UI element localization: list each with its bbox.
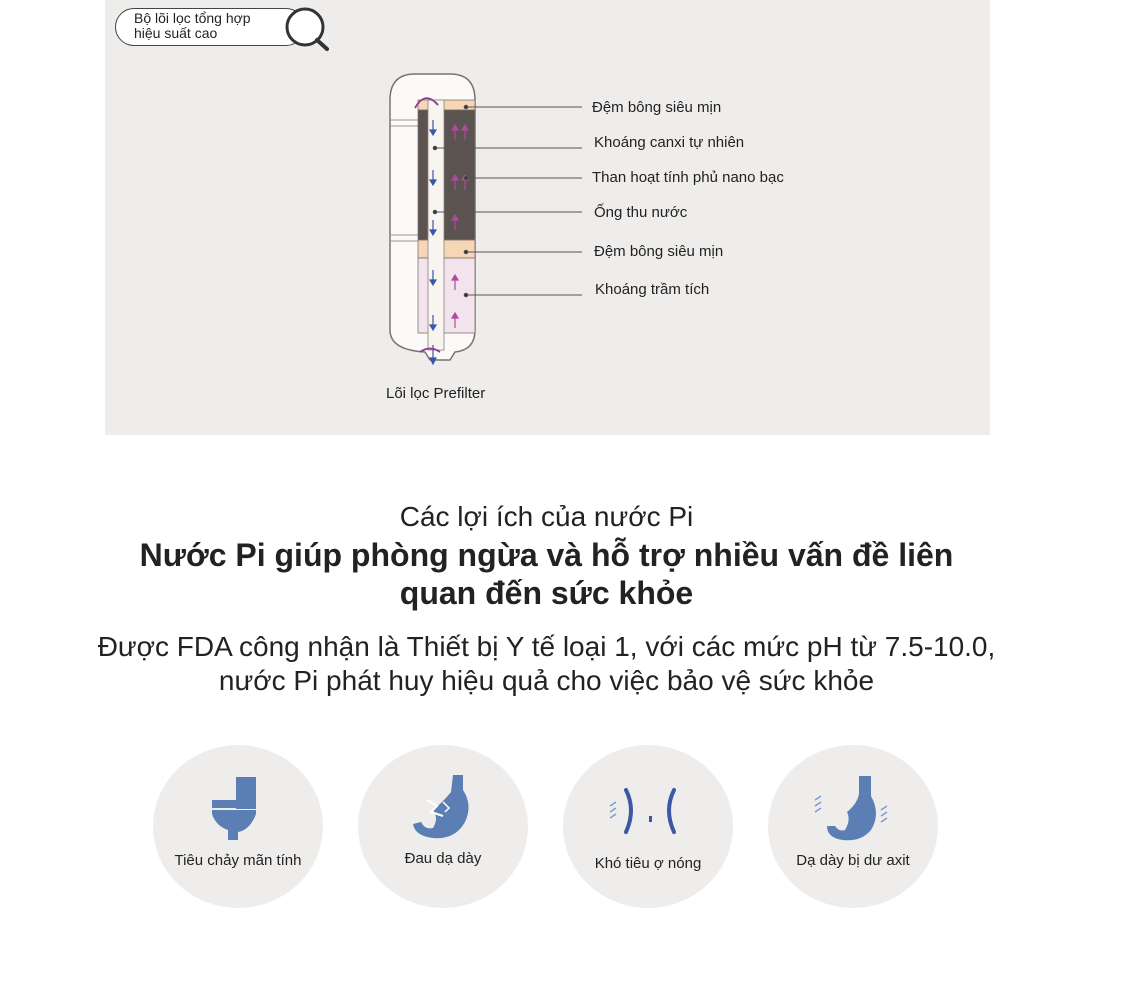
layer-label-foam-top: Đệm bông siêu mịn (592, 99, 722, 116)
benefit-label: Khó tiêu ợ nóng (594, 855, 702, 872)
stomach-pain-icon (403, 770, 483, 845)
section-description: Được FDA công nhận là Thiết bị Y tế loại 1, với các mức pH từ 7.5-10.0, nước Pi phát huy hiệu quả cho việc bảo vệ sức khỏe (97, 631, 996, 696)
indigestion-icon (608, 770, 688, 845)
benefit-card-diarrhea (153, 745, 323, 908)
benefit-label: Tiêu chảy mãn tính (174, 852, 302, 869)
layer-label-carbon: Than hoạt tính phủ nano bạc (592, 169, 784, 186)
benefit-card-indigestion (563, 745, 733, 908)
stomach-acid-icon (813, 770, 893, 845)
layer-label-tube: Ống thu nước (594, 204, 688, 221)
layer-label-foam-bottom: Đệm bông siêu mịn (594, 243, 724, 260)
filter-badge-text: Bộ lõi lọc tổng hợp hiệu suất cao (134, 10, 251, 41)
section-title: Nước Pi giúp phòng ngừa và hỗ trợ nhiều vấn đề liên quan đến sức khỏe (139, 537, 954, 611)
benefit-card-stomach-pain (358, 745, 528, 908)
toilet-icon (198, 770, 278, 845)
layer-label-calcium: Khoáng canxi tự nhiên (594, 134, 745, 151)
benefit-label: Đau dạ dày (404, 850, 482, 867)
benefit-card-stomach-acid (768, 745, 938, 908)
filter-cartridge-illustration (370, 60, 610, 380)
benefit-label: Dạ dày bị dư axit (796, 852, 910, 869)
layer-label-sediment: Khoáng trầm tích (595, 281, 710, 298)
magnifier-icon (283, 6, 331, 52)
section-subtitle: Các lợi ích của nước Pi (399, 501, 694, 532)
diagram-caption: Lõi lọc Prefilter (386, 385, 486, 402)
